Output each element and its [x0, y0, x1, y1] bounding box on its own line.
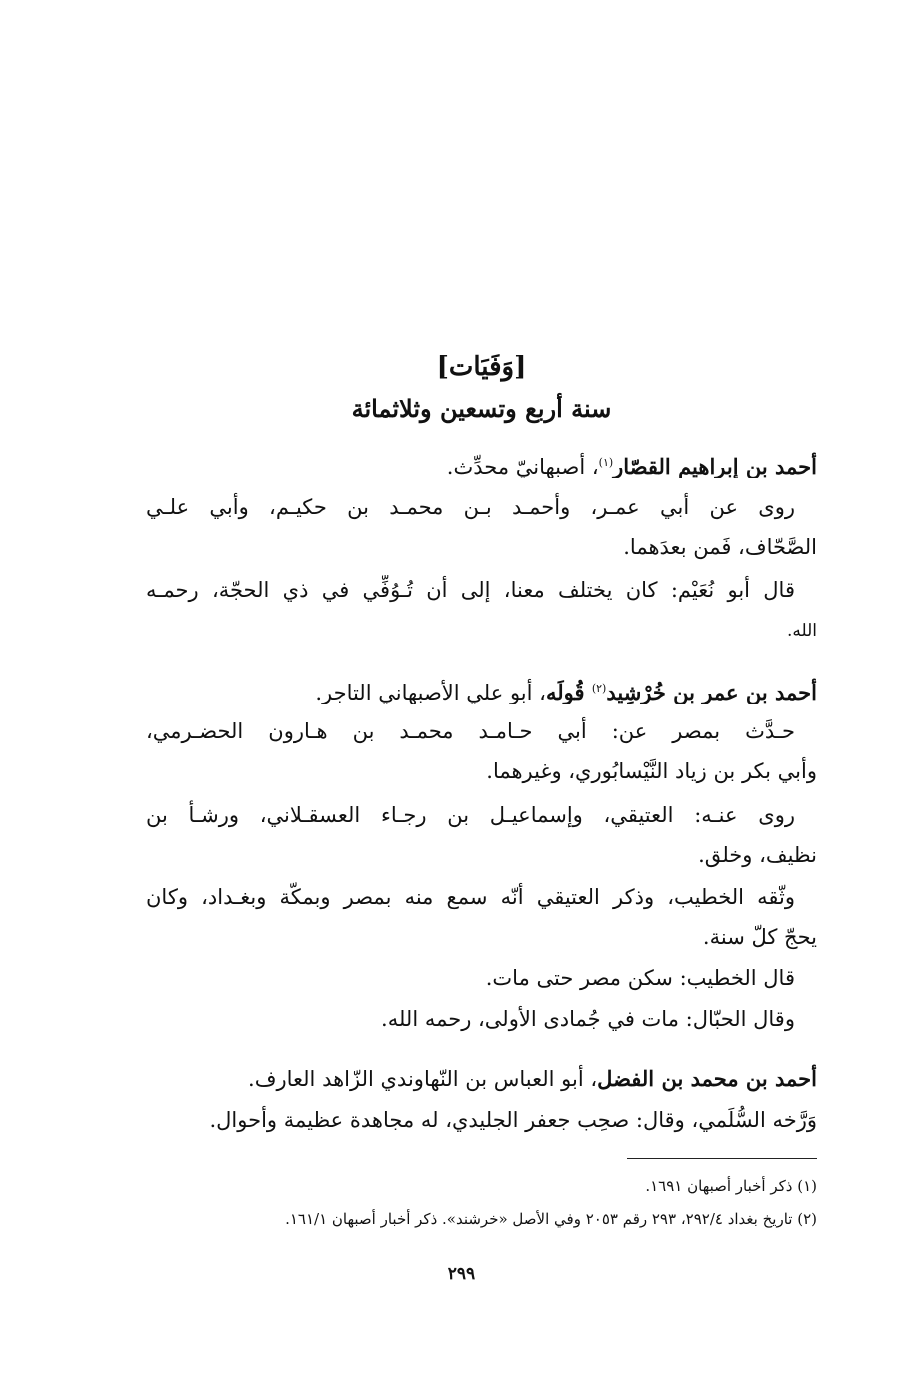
text-line: وثّقه الخطيب، وذكر العتيقي أنّه سمع منه بمصر وبمكّة وبغـداد، وكان	[146, 885, 795, 909]
entry-desc: ، أبو العباس بن النّهاوندي الزّاهد العارف.	[248, 1067, 598, 1091]
text-line: روى عن أبي عمـر، وأحمـد بـن محمـد بن حكيـم، وأبي علـي	[146, 495, 795, 519]
entry-desc: ، أبو علي الأصبهاني التاجر.	[315, 681, 546, 704]
text-line: نظيف، وخلق.	[698, 843, 817, 867]
text-line: وَرَّخه السُّلَمي، وقال: صحِب جعفر الجليدي، له مجاهدة عظيمة وأحوال.	[209, 1108, 817, 1132]
footnote-ref: (١)	[598, 456, 614, 469]
year-heading: سنة أربع وتسعين وثلاثمائة	[351, 394, 612, 423]
text-line: حـدَّث بمصر عن: أبي حـامـد محمـد بن هـارون الحضـرمي،	[146, 719, 795, 743]
footnote-divider	[627, 1158, 817, 1159]
section-heading: [وَفَيَات]	[436, 352, 527, 382]
footnote-ref: (٢)	[591, 682, 607, 695]
text-line: الصَّحّاف، فَمن بعدَهما.	[623, 535, 817, 559]
text-line: وقال الحبّال: مات في جُمادى الأولى، رحمه الله.	[381, 1007, 795, 1031]
entry-3-title	[146, 1064, 817, 1094]
entry-desc: ، أصبهانيّ محدِّث.	[446, 455, 599, 478]
page-number: ٢٩٩	[447, 1264, 476, 1284]
entry-name: أحمد بن محمد بن الفضل	[597, 1066, 817, 1091]
footnote-2: (٢) تاريخ بغداد ٢٩٢/٤، ٢٩٣ رقم ٢٠٥٣ وفي الأصل «خرشند». ذكر أخبار أصبهان ١٦١/١.	[285, 1210, 817, 1228]
entry-nickname: قُولَه	[545, 680, 592, 704]
text-line: قال الخطيب: سكن مصر حتى مات.	[485, 966, 795, 990]
footnote-1: (١) ذكر أخبار أصبهان ١٦٩١.	[645, 1177, 817, 1195]
entry-1-title	[146, 448, 817, 478]
entry-2-title	[146, 674, 817, 704]
entry-name: أحمد بن إبراهيم القصّار	[613, 454, 817, 478]
text-line: الله.	[786, 621, 817, 641]
text-line: قال أبو نُعَيْم: كان يختلف معنا، إلى أن تُـوُفِّي في ذي الحجّة، رحمـه	[146, 578, 795, 602]
entry-name: أحمد بن عمر بن خُرْشِيد	[606, 680, 817, 704]
text-line: يحجّ كلّ سنة.	[702, 925, 817, 949]
text-line: روى عنـه: العتيقي، وإسماعيـل بن رجـاء العسقـلاني، ورشـأ بن	[146, 803, 795, 827]
text-line: وأبي بكر بن زياد النَّيْسابُوري، وغيرهما.	[486, 759, 817, 783]
